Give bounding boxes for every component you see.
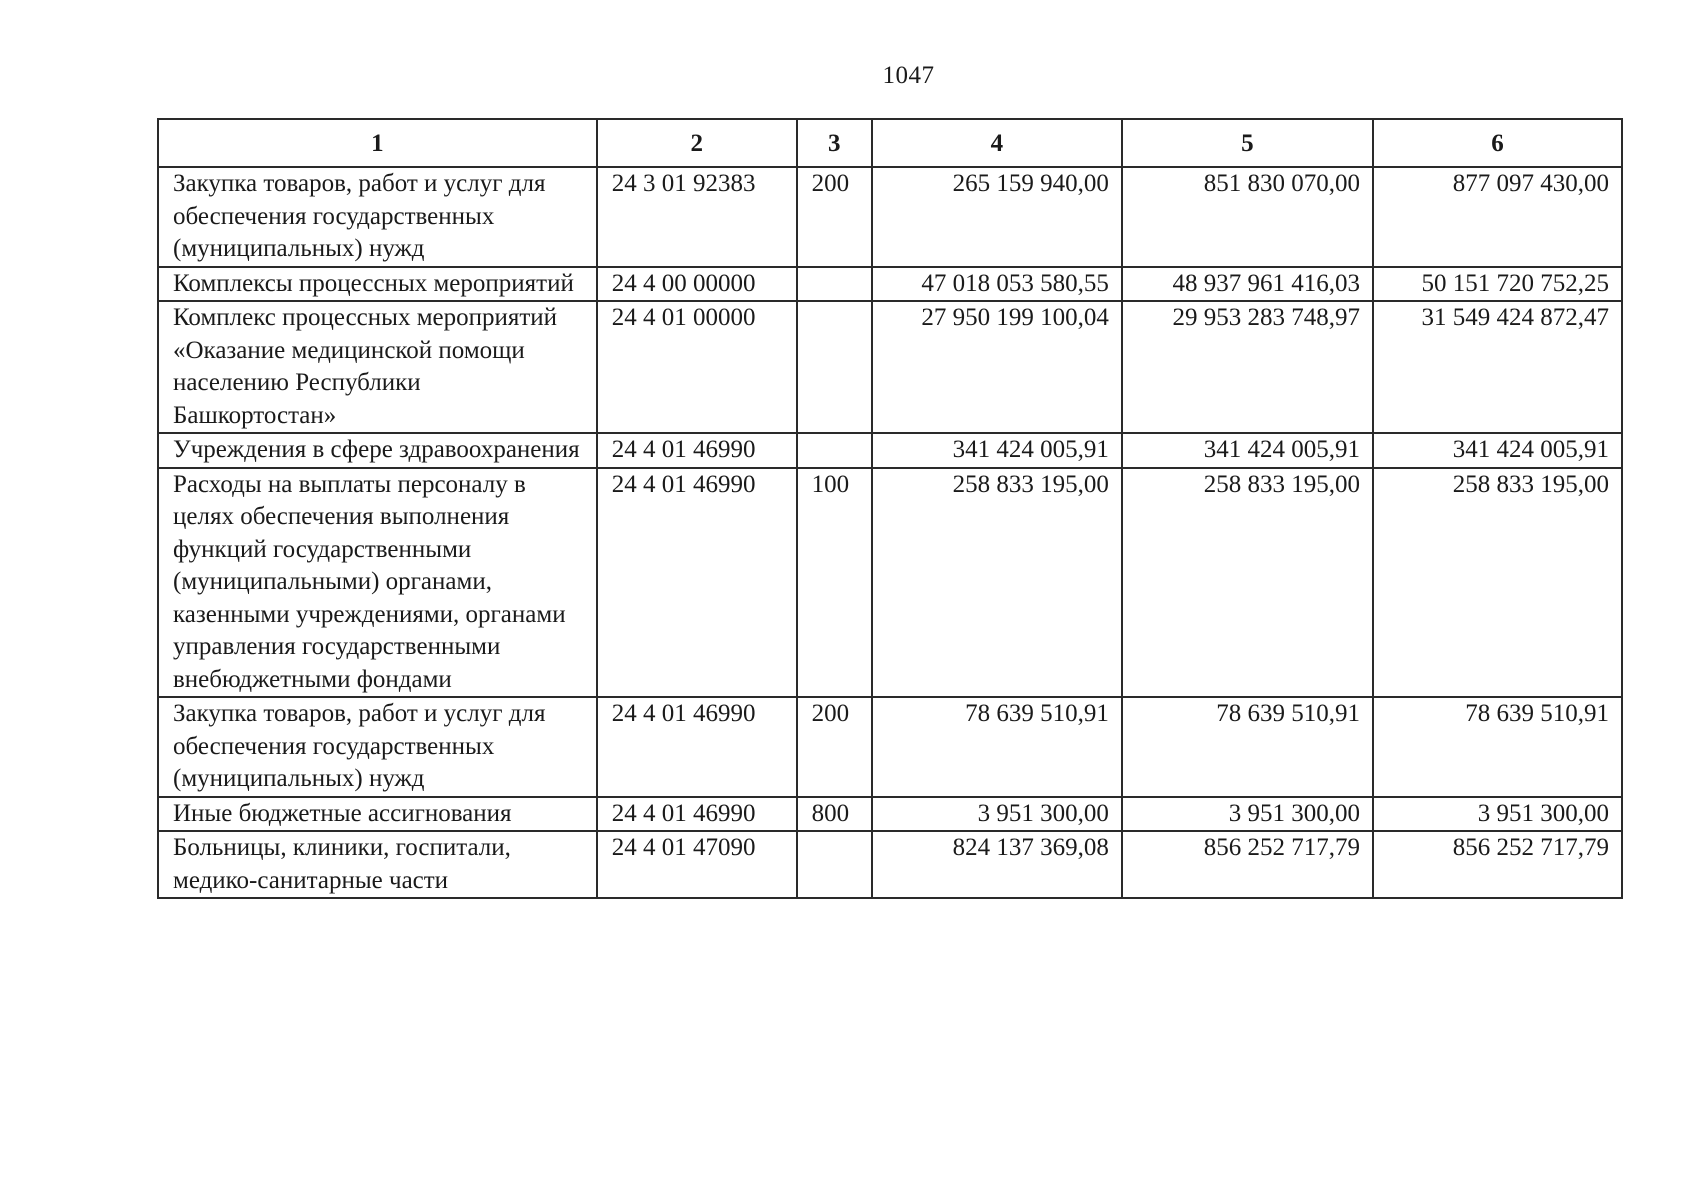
- header-col-3: 3: [797, 119, 872, 167]
- row-value-col5: 78 639 510,91: [1122, 697, 1373, 797]
- header-col-2: 2: [597, 119, 797, 167]
- row-value-col6: 3 951 300,00: [1373, 797, 1622, 832]
- row-code: 24 4 01 46990: [597, 797, 797, 832]
- row-value-col5: 856 252 717,79: [1122, 831, 1373, 898]
- row-value-col4: 3 951 300,00: [872, 797, 1122, 832]
- row-code: 24 4 01 46990: [597, 697, 797, 797]
- row-value-col4: 47 018 053 580,55: [872, 267, 1122, 302]
- table-row: [158, 301, 1622, 433]
- row-value-col6: 341 424 005,91: [1373, 433, 1622, 468]
- row-name: Учреждения в сфере здравоохранения: [158, 433, 597, 468]
- budget-table: [157, 118, 1623, 899]
- row-name: Иные бюджетные ассигнования: [158, 797, 597, 832]
- row-code: 24 4 00 00000: [597, 267, 797, 302]
- row-value-col4: 265 159 940,00: [872, 167, 1122, 267]
- row-code: 24 3 01 92383: [597, 167, 797, 267]
- row-value-col4: 824 137 369,08: [872, 831, 1122, 898]
- row-value-col4: 78 639 510,91: [872, 697, 1122, 797]
- table-row: [158, 831, 1622, 898]
- row-value-col5: 3 951 300,00: [1122, 797, 1373, 832]
- table-row: [158, 468, 1622, 698]
- row-expense-type: [797, 831, 872, 898]
- table-row: [158, 267, 1622, 302]
- row-name: Расходы на выплаты персоналу в целях обеспечения выполнения функций государственными (муниципальными) органами, казенными учреждениями, органами управления государственными внебюджетными фондами: [158, 468, 597, 698]
- header-col-1: 1: [158, 119, 597, 167]
- row-value-col5: 341 424 005,91: [1122, 433, 1373, 468]
- table-row: [158, 433, 1622, 468]
- page-number: 1047: [882, 62, 935, 89]
- row-expense-type: 100: [797, 468, 872, 698]
- row-code: 24 4 01 47090: [597, 831, 797, 898]
- row-value-col4: 341 424 005,91: [872, 433, 1122, 468]
- row-expense-type: [797, 301, 872, 433]
- row-value-col4: 27 950 199 100,04: [872, 301, 1122, 433]
- header-col-6: 6: [1373, 119, 1622, 167]
- row-value-col4: 258 833 195,00: [872, 468, 1122, 698]
- row-expense-type: 200: [797, 697, 872, 797]
- row-value-col5: 258 833 195,00: [1122, 468, 1373, 698]
- row-expense-type: [797, 433, 872, 468]
- table-row: [158, 167, 1622, 267]
- row-name: Закупка товаров, работ и услуг для обеспечения государственных (муниципальных) нужд: [158, 167, 597, 267]
- row-value-col6: 50 151 720 752,25: [1373, 267, 1622, 302]
- row-value-col6: 258 833 195,00: [1373, 468, 1622, 698]
- table-row: [158, 797, 1622, 832]
- row-code: 24 4 01 46990: [597, 433, 797, 468]
- row-value-col6: 31 549 424 872,47: [1373, 301, 1622, 433]
- row-name: Комплекс процессных мероприятий «Оказание медицинской помощи населению Республики Башкортостан»: [158, 301, 597, 433]
- row-name: Закупка товаров, работ и услуг для обеспечения государственных (муниципальных) нужд: [158, 697, 597, 797]
- row-expense-type: 800: [797, 797, 872, 832]
- row-expense-type: 200: [797, 167, 872, 267]
- header-col-5: 5: [1122, 119, 1373, 167]
- row-value-col5: 851 830 070,00: [1122, 167, 1373, 267]
- header-col-4: 4: [872, 119, 1122, 167]
- row-expense-type: [797, 267, 872, 302]
- row-name: Комплексы процессных мероприятий: [158, 267, 597, 302]
- row-name: Больницы, клиники, госпитали, медико-санитарные части: [158, 831, 597, 898]
- row-code: 24 4 01 46990: [597, 468, 797, 698]
- row-value-col6: 877 097 430,00: [1373, 167, 1622, 267]
- row-code: 24 4 01 00000: [597, 301, 797, 433]
- header-row: [158, 119, 1622, 167]
- table-row: [158, 697, 1622, 797]
- row-value-col5: 48 937 961 416,03: [1122, 267, 1373, 302]
- row-value-col5: 29 953 283 748,97: [1122, 301, 1373, 433]
- table-body: [158, 167, 1622, 898]
- row-value-col6: 78 639 510,91: [1373, 697, 1622, 797]
- row-value-col6: 856 252 717,79: [1373, 831, 1622, 898]
